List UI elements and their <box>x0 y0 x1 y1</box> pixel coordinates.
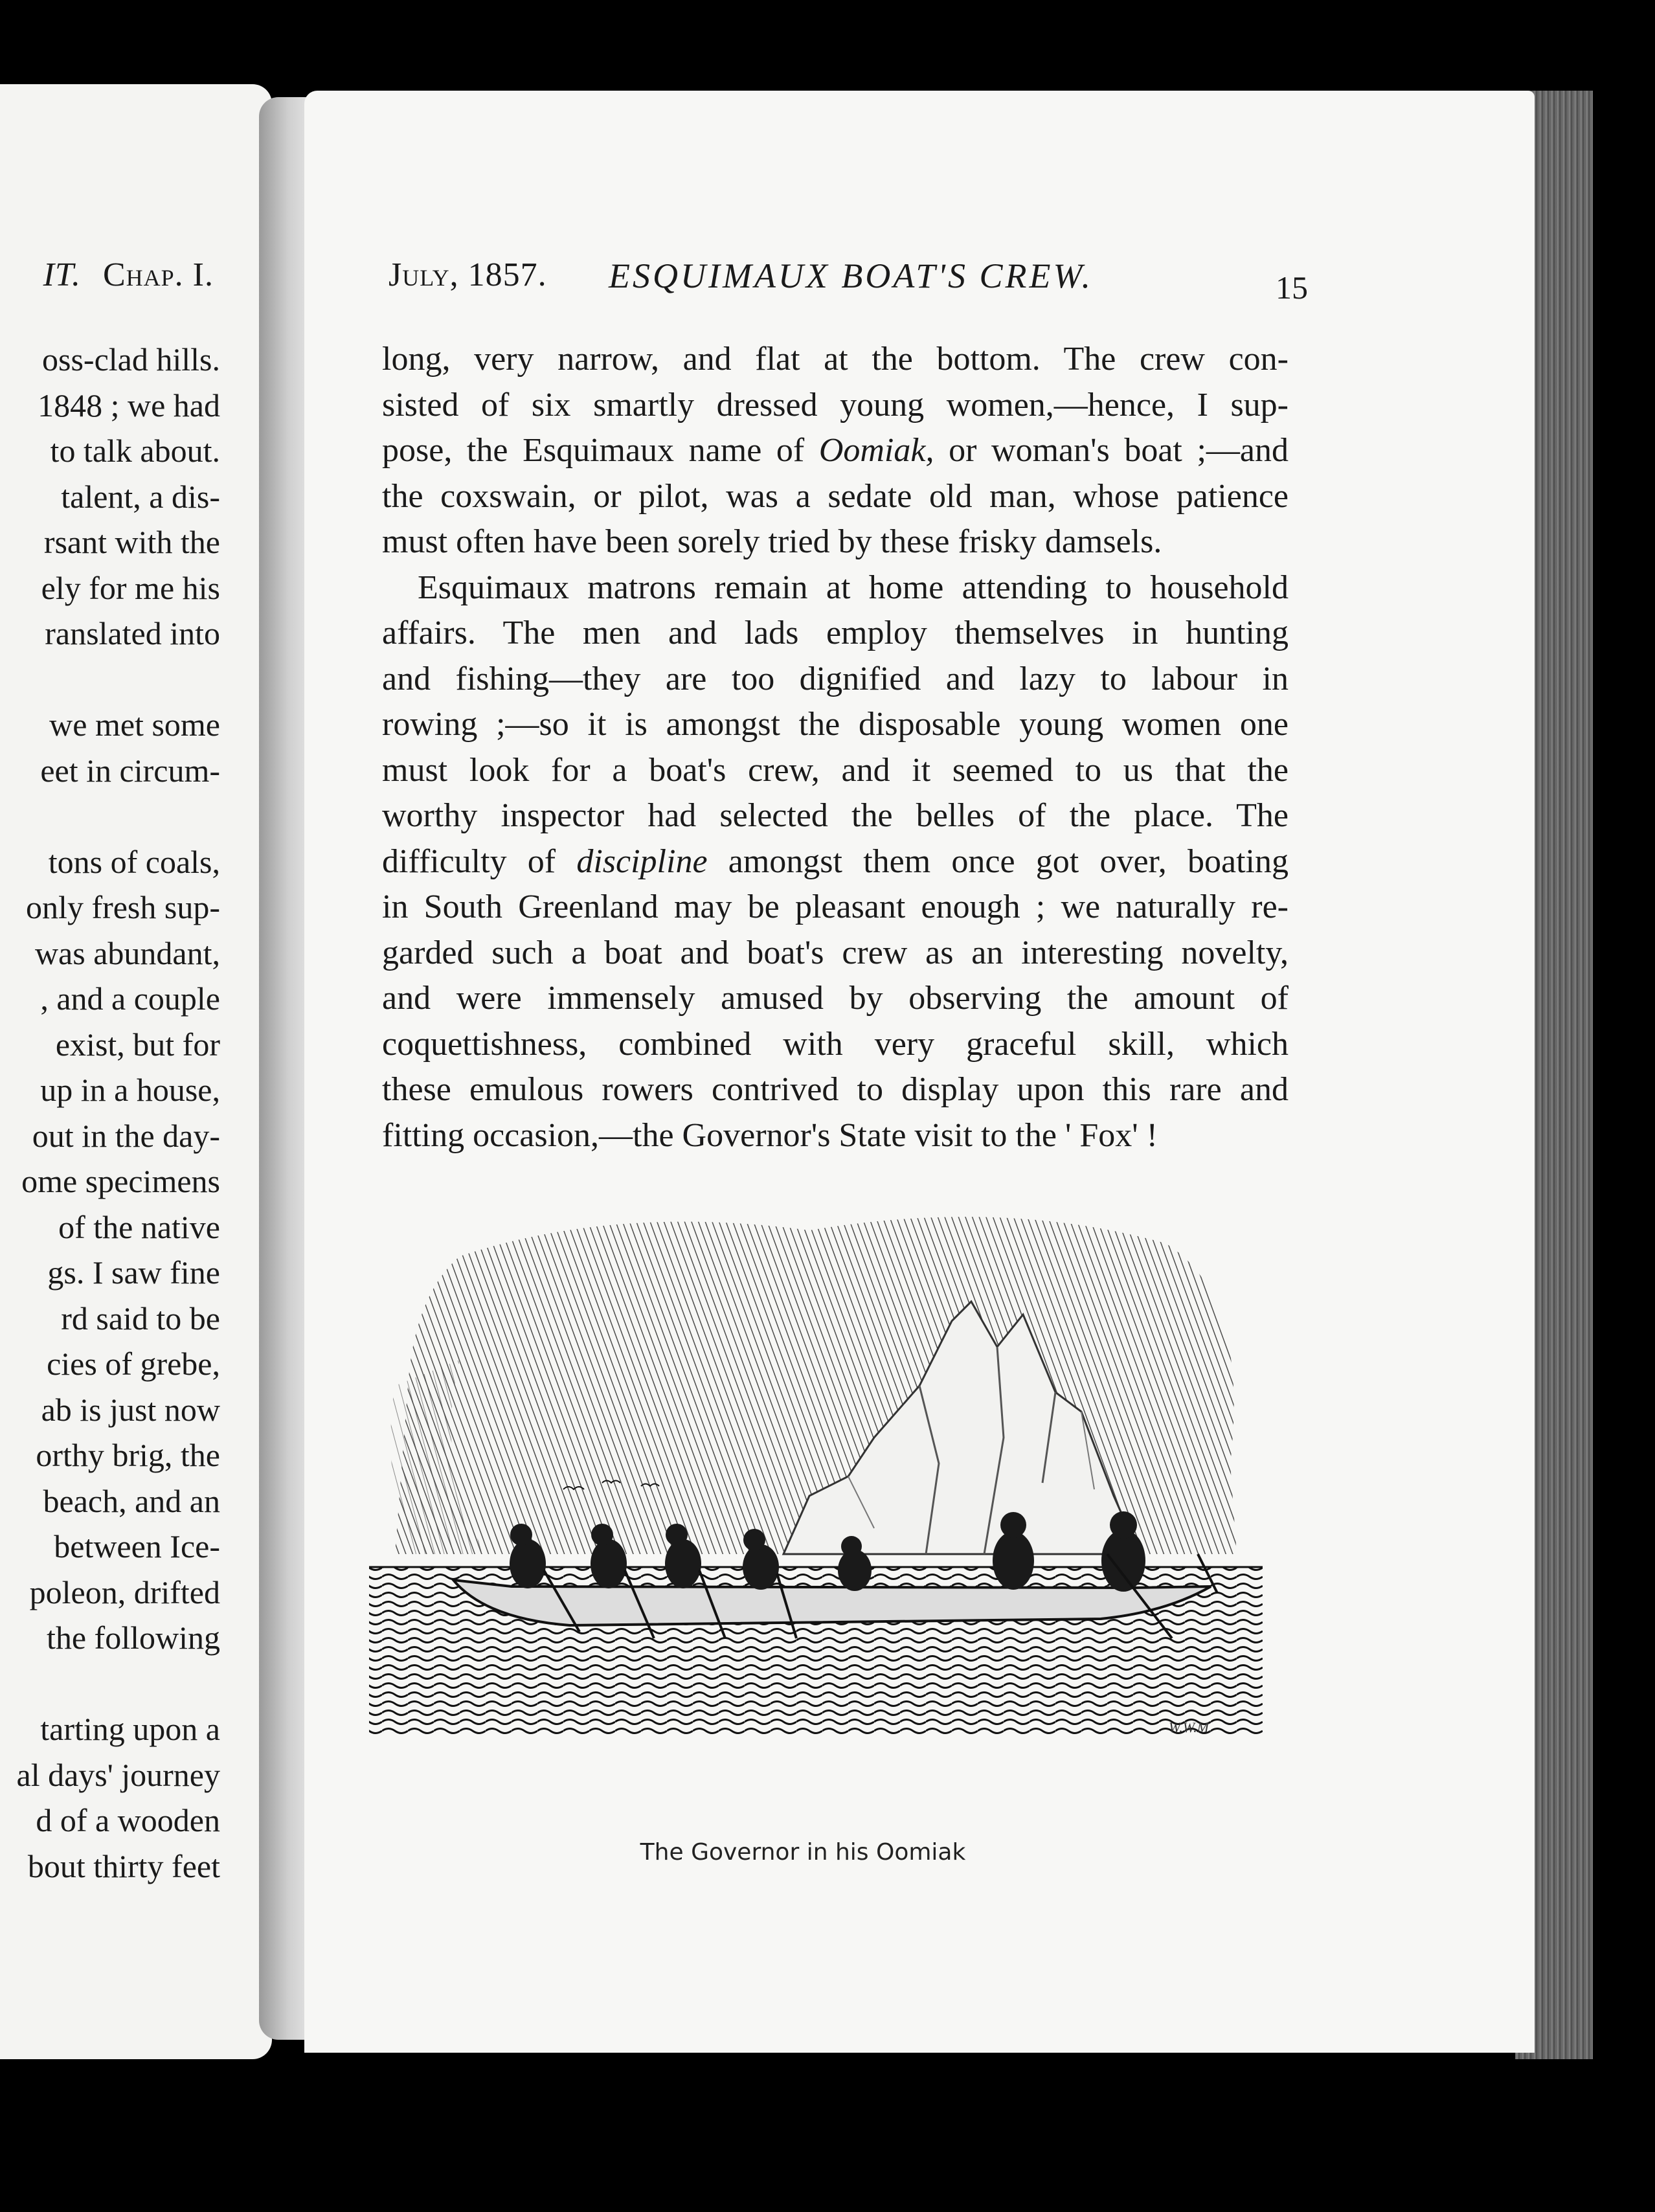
line-segment: amongst them once got over, boating <box>707 842 1289 880</box>
italic-term: discipline <box>576 842 708 880</box>
left-text-line: , and a couple <box>40 980 220 1017</box>
left-text-line: between Ice- <box>54 1528 220 1564</box>
body-text-line: and were immensely amused by observing the amount of <box>382 980 1289 1017</box>
body-text-line: must often have been sorely tried by these frisky damsels. <box>382 523 1162 560</box>
left-text-line: ranslated into <box>45 615 220 651</box>
page-number: 15 <box>1276 269 1308 306</box>
left-text-line: to talk about. <box>50 433 220 469</box>
left-text-line: tons of coals, <box>48 843 220 880</box>
left-text-line: 1848 ; we had <box>38 387 220 423</box>
left-text-line: was abundant, <box>34 934 220 971</box>
left-text-line: only fresh sup- <box>26 889 220 925</box>
left-text-line: exist, but for <box>55 1026 220 1063</box>
left-text-line <box>0 657 220 703</box>
italic-term: Oomiak, <box>818 432 934 469</box>
body-text-line <box>382 428 1289 474</box>
body-text-line: coquettishness, combined with very graceful skill, which <box>382 1025 1289 1063</box>
left-text-line: of the native <box>58 1208 220 1245</box>
left-text-line: orthy brig, the <box>36 1437 220 1473</box>
left-running-head <box>0 256 214 321</box>
left-text-line: eet in circum- <box>40 752 220 789</box>
left-text-line: d of a wooden <box>36 1802 220 1838</box>
line-segment: pose, the Esquimaux name of <box>382 432 819 469</box>
body-text-line: Esquimaux matrons remain at home attending to household <box>418 569 1289 606</box>
body-text-line: garded such a boat and boat's crew as an interesting novelty, <box>382 934 1289 971</box>
running-head <box>388 256 1308 308</box>
running-head-title: ESQUIMAUX BOAT'S CREW. <box>609 256 1093 295</box>
body-text-line: sisted of six smartly dressed young women,—hence, I sup- <box>382 386 1289 423</box>
left-text-line: rd said to be <box>61 1300 220 1337</box>
body-text-line: these emulous rowers contrived to display upon this rare and <box>382 1071 1289 1108</box>
left-text-line: rsant with the <box>43 524 220 560</box>
body-text-line: the coxswain, or pilot, was a sedate old man, whose patience <box>382 477 1289 515</box>
engraver-signature: W.W.M. <box>1169 1719 1213 1735</box>
body-text-line: long, very narrow, and flat at the bottom. The crew con- <box>382 341 1289 378</box>
left-chapter-label: Chap. I. <box>102 256 214 293</box>
left-text-line: poleon, drifted <box>29 1574 220 1610</box>
left-text-line: ab is just now <box>41 1391 220 1428</box>
oomiak-engraving <box>356 1191 1282 1813</box>
left-text-line: we met some <box>49 706 220 743</box>
left-text-line: ely for me his <box>41 569 220 606</box>
left-text-line: bout thirty feet <box>27 1847 220 1884</box>
body-text-line: must look for a boat's crew, and it seemed to us that the <box>382 751 1289 789</box>
line-segment: or woman's boat ;—and <box>934 432 1289 469</box>
left-running-fragment: IT. <box>43 256 81 293</box>
body-text-line: fitting occasion,—the Governor's State visit to the ' Fox' ! <box>382 1116 1158 1154</box>
body-text-line: affairs. The men and lads employ themselves in hunting <box>382 615 1289 651</box>
left-text-line <box>0 1661 220 1707</box>
left-text-line: al days' journey <box>16 1756 220 1793</box>
left-text-line: talent, a dis- <box>61 478 220 515</box>
left-text-line: oss-clad hills. <box>42 341 220 378</box>
left-text-line: tarting upon a <box>40 1711 220 1747</box>
line-segment: difficulty of <box>382 842 577 880</box>
body-text <box>382 337 1289 1158</box>
left-text-line: up in a house, <box>40 1072 220 1108</box>
left-page <box>0 84 272 2059</box>
left-text-line: cies of grebe, <box>47 1346 220 1382</box>
left-text-line: the following <box>46 1620 220 1656</box>
body-text-line: in South Greenland may be pleasant enough ; we naturally re- <box>382 888 1289 925</box>
body-text-line: rowing ;—so it is amongst the disposable young women one <box>382 706 1289 743</box>
left-text-line: beach, and an <box>43 1482 220 1519</box>
body-text-line: worthy inspector had selected the belles of the place. The <box>382 797 1289 834</box>
left-text-line: ome specimens <box>21 1163 220 1199</box>
left-page-text <box>0 337 220 1889</box>
left-text-line <box>0 793 220 839</box>
body-text-line: and fishing—they are too dignified and lazy to labour in <box>382 660 1289 697</box>
left-text-line: out in the day- <box>32 1117 220 1154</box>
body-text-line <box>382 839 1289 885</box>
figure-caption: The Governor in his Oomiak <box>640 1839 966 1866</box>
engraving-illustration <box>356 1191 1282 1813</box>
running-head-date: July, 1857. <box>388 256 547 293</box>
left-text-line: gs. I saw fine <box>47 1254 220 1291</box>
